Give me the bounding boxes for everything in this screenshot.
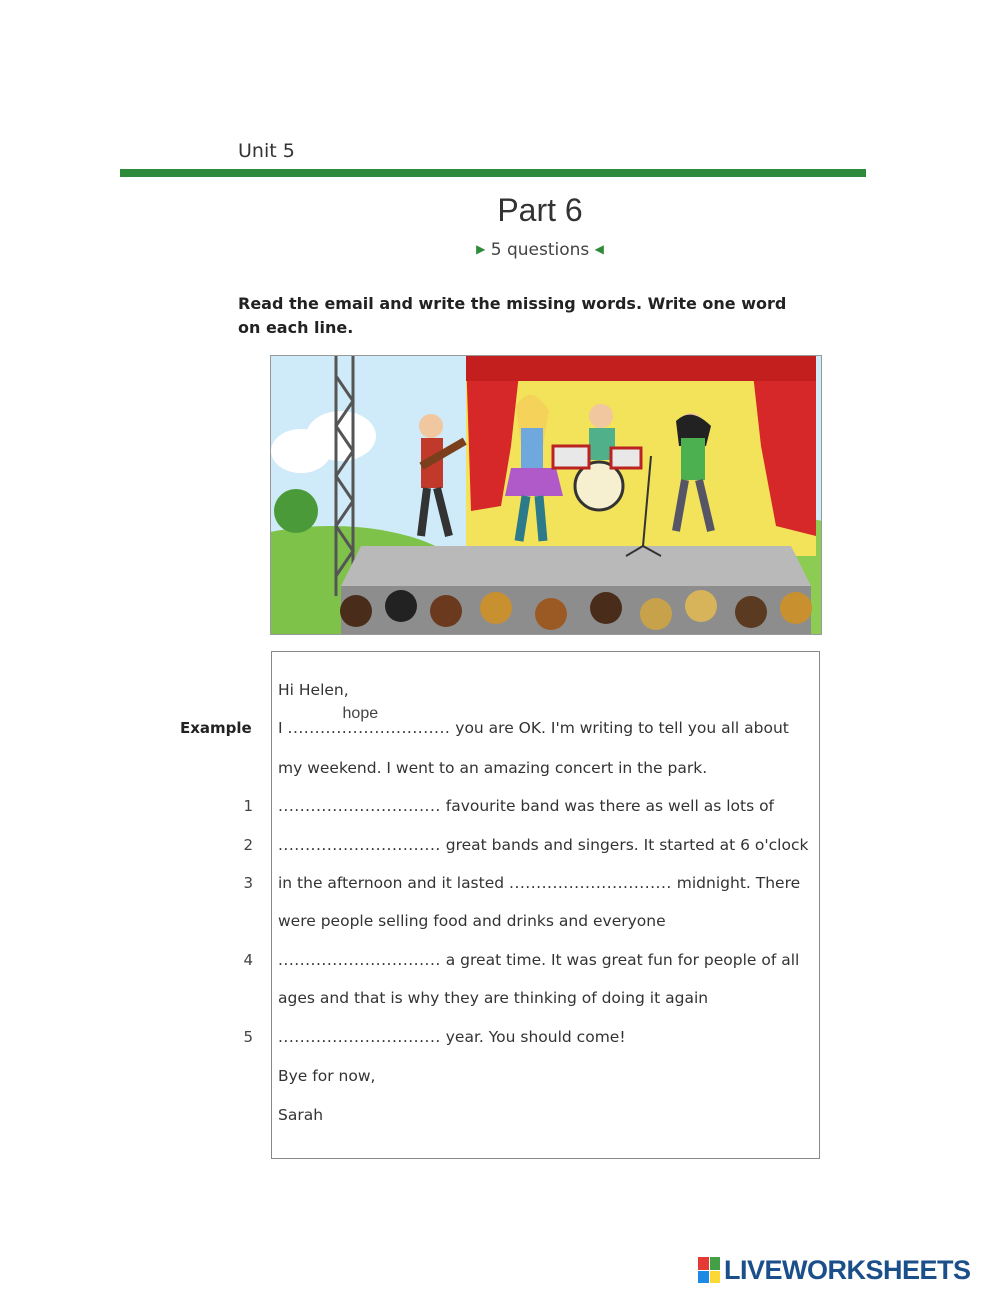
email-greeting: Hi Helen, [278, 681, 349, 699]
question-3-text-end: midnight. There [676, 874, 801, 892]
email-line: my weekend. I went to an amazing concert in the park. [278, 759, 708, 777]
example-line-end: you are OK. I'm writing to tell you all about [455, 719, 789, 737]
email-line: were people selling food and drinks and everyone [278, 912, 666, 930]
answer-blank-2[interactable]: .............................. [278, 836, 441, 854]
question-number: 3 [243, 874, 253, 892]
question-3-text-start: in the afternoon and it lasted [278, 874, 505, 892]
email-signature: Sarah [278, 1106, 324, 1124]
example-label: Example [180, 719, 252, 737]
page-title: Part 6 [497, 192, 583, 228]
email-signoff: Bye for now, [278, 1067, 376, 1085]
example-answer: hope [342, 705, 379, 722]
answer-blank-5[interactable]: .............................. [278, 1028, 441, 1046]
example-blank [287, 705, 451, 737]
example-line-start: I [278, 719, 283, 737]
question-line-5 [278, 1028, 626, 1046]
answer-blank-3[interactable]: .............................. [509, 874, 672, 892]
question-line-3 [278, 874, 800, 892]
question-count [0, 240, 1000, 260]
question-1-text: favourite band was there as well as lots of [445, 797, 775, 815]
question-line-4 [278, 951, 799, 969]
question-number: 1 [243, 797, 253, 815]
email-line: ages and that is why they are thinking of doing it again [278, 989, 709, 1007]
question-count-text: 5 questions [490, 240, 590, 260]
liveworksheets-brand [698, 1254, 971, 1286]
question-4-text: a great time. It was great fun for people of all [445, 951, 800, 969]
answer-blank-1[interactable]: .............................. [278, 797, 441, 815]
question-2-text: great bands and singers. It started at 6 o'clock [445, 836, 809, 854]
question-number: 5 [243, 1028, 253, 1046]
header-divider [120, 169, 866, 177]
question-line-1 [278, 797, 774, 815]
unit-label: Unit 5 [238, 140, 295, 162]
instruction-text: Read the email and write the missing words. Write one word on each line. [238, 294, 787, 337]
question-number: 4 [243, 951, 253, 969]
example-dots: .............................. [287, 719, 451, 737]
triangle-right-icon: ▶ [476, 242, 486, 256]
answer-blank-4[interactable]: .............................. [278, 951, 441, 969]
brand-wordmark: LIVEWORKSHEETS [724, 1254, 971, 1285]
question-number: 2 [243, 836, 253, 854]
concert-illustration [270, 355, 822, 635]
question-line-2 [278, 836, 808, 854]
liveworksheets-logo-icon [698, 1257, 720, 1283]
triangle-left-icon: ◀ [594, 242, 604, 256]
question-5-text: year. You should come! [445, 1028, 626, 1046]
example-line [278, 705, 789, 737]
